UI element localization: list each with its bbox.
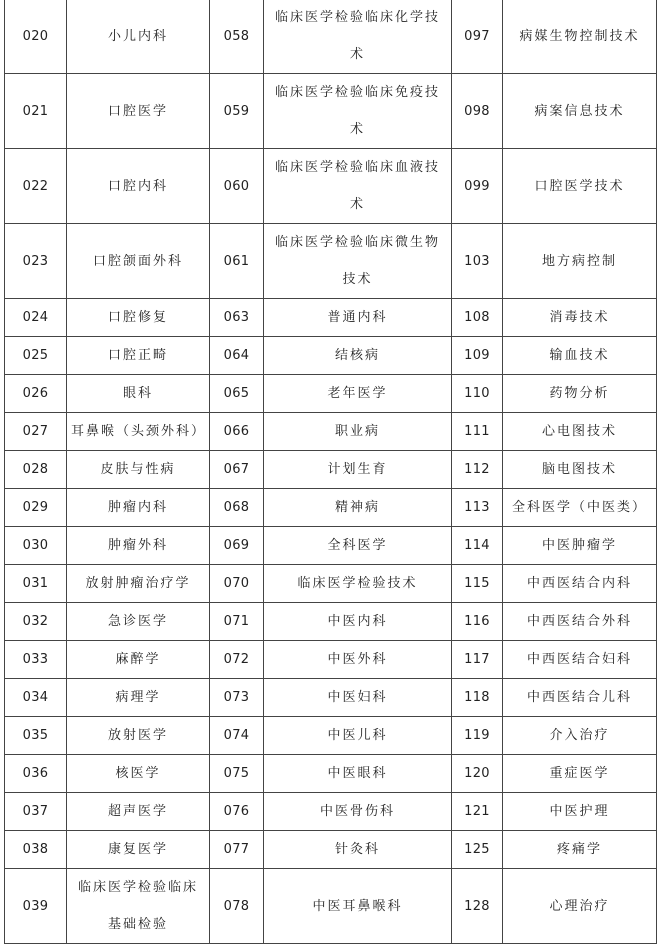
- specialty-code-cell: 036: [5, 755, 67, 793]
- specialty-name-cell: 康复医学: [67, 831, 210, 869]
- specialty-name-cell: 介入治疗: [503, 717, 657, 755]
- specialty-code-cell: 066: [210, 413, 264, 451]
- specialty-code-cell: 115: [452, 565, 503, 603]
- specialty-name-cell: 职业病: [264, 413, 452, 451]
- specialty-code-cell: 073: [210, 679, 264, 717]
- specialty-name-cell: 全科医学（中医类）: [503, 489, 657, 527]
- table-row: [5, 489, 657, 527]
- specialty-code-table: [4, 0, 657, 944]
- specialty-code-cell: 061: [210, 224, 264, 299]
- table-row: [5, 299, 657, 337]
- table-row: [5, 527, 657, 565]
- specialty-name-cell: 中医儿科: [264, 717, 452, 755]
- specialty-code-cell: 075: [210, 755, 264, 793]
- specialty-code-cell: 072: [210, 641, 264, 679]
- specialty-code-cell: 064: [210, 337, 264, 375]
- specialty-name-cell: 消毒技术: [503, 299, 657, 337]
- specialty-name-cell: 病理学: [67, 679, 210, 717]
- specialty-name-cell: 心理治疗: [503, 869, 657, 944]
- table-row: [5, 641, 657, 679]
- specialty-code-cell: 021: [5, 74, 67, 149]
- specialty-name-cell: 临床医学检验技术: [264, 565, 452, 603]
- specialty-code-cell: 029: [5, 489, 67, 527]
- table-row: [5, 0, 657, 74]
- specialty-code-cell: 110: [452, 375, 503, 413]
- specialty-name-cell: 核医学: [67, 755, 210, 793]
- specialty-code-cell: 117: [452, 641, 503, 679]
- specialty-name-cell: 中西医结合外科: [503, 603, 657, 641]
- specialty-code-cell: 035: [5, 717, 67, 755]
- specialty-name-cell: 重症医学: [503, 755, 657, 793]
- specialty-code-cell: 114: [452, 527, 503, 565]
- specialty-code-cell: 078: [210, 869, 264, 944]
- specialty-name-cell: 病媒生物控制技术: [503, 0, 657, 74]
- specialty-name-cell: 临床医学检验临床微生物技术: [264, 224, 452, 299]
- specialty-name-cell: 临床医学检验临床血液技术: [264, 149, 452, 224]
- specialty-code-cell: 068: [210, 489, 264, 527]
- table-row: [5, 831, 657, 869]
- table-row: [5, 74, 657, 149]
- specialty-name-cell: 临床医学检验临床免疫技术: [264, 74, 452, 149]
- specialty-name-cell: 地方病控制: [503, 224, 657, 299]
- specialty-code-cell: 024: [5, 299, 67, 337]
- specialty-name-cell: 超声医学: [67, 793, 210, 831]
- specialty-code-cell: 121: [452, 793, 503, 831]
- specialty-code-cell: 077: [210, 831, 264, 869]
- specialty-name-cell: 皮肤与性病: [67, 451, 210, 489]
- specialty-code-cell: 020: [5, 0, 67, 74]
- specialty-code-cell: 112: [452, 451, 503, 489]
- specialty-name-cell: 老年医学: [264, 375, 452, 413]
- table-row: [5, 755, 657, 793]
- specialty-name-cell: 药物分析: [503, 375, 657, 413]
- specialty-code-cell: 116: [452, 603, 503, 641]
- specialty-name-cell: 临床医学检验临床化学技术: [264, 0, 452, 74]
- specialty-code-cell: 071: [210, 603, 264, 641]
- table-row: [5, 451, 657, 489]
- table-row: [5, 224, 657, 299]
- specialty-code-cell: 039: [5, 869, 67, 944]
- specialty-code-cell: 063: [210, 299, 264, 337]
- table-row: [5, 679, 657, 717]
- specialty-code-cell: 059: [210, 74, 264, 149]
- specialty-code-cell: 058: [210, 0, 264, 74]
- specialty-name-cell: 口腔颌面外科: [67, 224, 210, 299]
- specialty-code-cell: 034: [5, 679, 67, 717]
- specialty-code-cell: 119: [452, 717, 503, 755]
- specialty-name-cell: 中医内科: [264, 603, 452, 641]
- specialty-name-cell: 中医肿瘤学: [503, 527, 657, 565]
- specialty-name-cell: 中医护理: [503, 793, 657, 831]
- specialty-name-cell: 口腔医学技术: [503, 149, 657, 224]
- specialty-name-cell: 计划生育: [264, 451, 452, 489]
- specialty-name-cell: 心电图技术: [503, 413, 657, 451]
- specialty-name-cell: 口腔修复: [67, 299, 210, 337]
- specialty-name-cell: 结核病: [264, 337, 452, 375]
- specialty-name-cell: 全科医学: [264, 527, 452, 565]
- specialty-name-cell: 普通内科: [264, 299, 452, 337]
- specialty-name-cell: 中医耳鼻喉科: [264, 869, 452, 944]
- specialty-name-cell: 中西医结合妇科: [503, 641, 657, 679]
- specialty-code-cell: 028: [5, 451, 67, 489]
- specialty-name-cell: 口腔内科: [67, 149, 210, 224]
- specialty-code-cell: 111: [452, 413, 503, 451]
- specialty-code-cell: 027: [5, 413, 67, 451]
- specialty-code-cell: 060: [210, 149, 264, 224]
- specialty-code-cell: 023: [5, 224, 67, 299]
- specialty-name-cell: 放射肿瘤治疗学: [67, 565, 210, 603]
- specialty-name-cell: 耳鼻喉（头颈外科）: [67, 413, 210, 451]
- specialty-code-cell: 070: [210, 565, 264, 603]
- specialty-name-cell: 口腔正畸: [67, 337, 210, 375]
- specialty-code-cell: 026: [5, 375, 67, 413]
- specialty-name-cell: 中医眼科: [264, 755, 452, 793]
- specialty-name-cell: 眼科: [67, 375, 210, 413]
- specialty-name-cell: 肿瘤外科: [67, 527, 210, 565]
- table-row: [5, 375, 657, 413]
- specialty-code-cell: 076: [210, 793, 264, 831]
- specialty-name-cell: 输血技术: [503, 337, 657, 375]
- specialty-code-cell: 065: [210, 375, 264, 413]
- table-row: [5, 565, 657, 603]
- specialty-name-cell: 临床医学检验临床基础检验: [67, 869, 210, 944]
- table-row: [5, 413, 657, 451]
- specialty-code-cell: 032: [5, 603, 67, 641]
- specialty-code-cell: 098: [452, 74, 503, 149]
- specialty-code-cell: 030: [5, 527, 67, 565]
- specialty-name-cell: 针灸科: [264, 831, 452, 869]
- specialty-name-cell: 放射医学: [67, 717, 210, 755]
- specialty-code-cell: 128: [452, 869, 503, 944]
- specialty-code-cell: 025: [5, 337, 67, 375]
- specialty-code-cell: 069: [210, 527, 264, 565]
- specialty-name-cell: 小儿内科: [67, 0, 210, 74]
- specialty-code-cell: 031: [5, 565, 67, 603]
- specialty-code-cell: 120: [452, 755, 503, 793]
- specialty-code-cell: 033: [5, 641, 67, 679]
- specialty-code-cell: 038: [5, 831, 67, 869]
- table-row: [5, 793, 657, 831]
- table-body: [5, 0, 657, 944]
- specialty-code-cell: 037: [5, 793, 67, 831]
- specialty-code-cell: 125: [452, 831, 503, 869]
- specialty-name-cell: 中医外科: [264, 641, 452, 679]
- specialty-name-cell: 中西医结合内科: [503, 565, 657, 603]
- specialty-code-cell: 103: [452, 224, 503, 299]
- specialty-code-cell: 118: [452, 679, 503, 717]
- specialty-name-cell: 急诊医学: [67, 603, 210, 641]
- specialty-name-cell: 口腔医学: [67, 74, 210, 149]
- specialty-name-cell: 肿瘤内科: [67, 489, 210, 527]
- specialty-name-cell: 病案信息技术: [503, 74, 657, 149]
- table-row: [5, 337, 657, 375]
- specialty-name-cell: 疼痛学: [503, 831, 657, 869]
- specialty-code-cell: 074: [210, 717, 264, 755]
- specialty-code-cell: 109: [452, 337, 503, 375]
- specialty-name-cell: 中医骨伤科: [264, 793, 452, 831]
- specialty-code-cell: 108: [452, 299, 503, 337]
- specialty-code-cell: 067: [210, 451, 264, 489]
- specialty-name-cell: 麻醉学: [67, 641, 210, 679]
- specialty-name-cell: 精神病: [264, 489, 452, 527]
- specialty-name-cell: 中医妇科: [264, 679, 452, 717]
- table-row: [5, 717, 657, 755]
- specialty-code-cell: 113: [452, 489, 503, 527]
- specialty-name-cell: 脑电图技术: [503, 451, 657, 489]
- table-row: [5, 603, 657, 641]
- table-row: [5, 869, 657, 944]
- specialty-code-cell: 022: [5, 149, 67, 224]
- specialty-code-cell: 097: [452, 0, 503, 74]
- table-row: [5, 149, 657, 224]
- specialty-code-cell: 099: [452, 149, 503, 224]
- specialty-name-cell: 中西医结合儿科: [503, 679, 657, 717]
